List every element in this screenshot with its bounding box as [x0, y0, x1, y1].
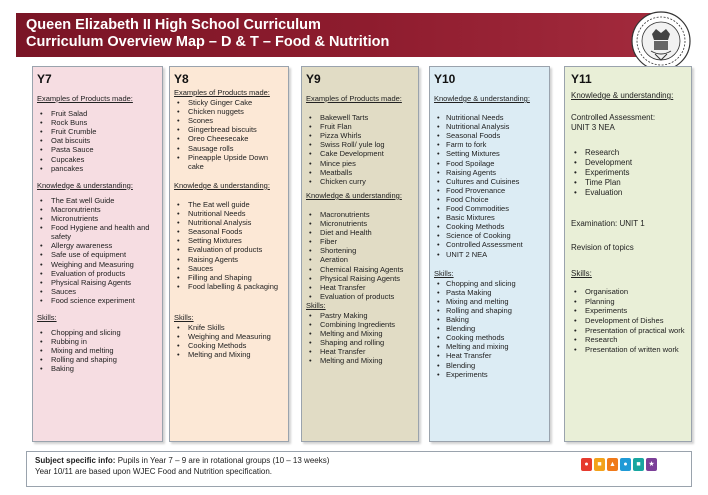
list-item: • Fiber — [306, 237, 413, 246]
list-item: • Shaping and rolling — [306, 338, 413, 347]
knowledge-heading: Knowledge & understanding: — [174, 180, 270, 190]
list-item: • Chicken curry — [306, 177, 413, 186]
list-item: • Seasonal Foods — [174, 227, 283, 236]
list-item: • Heat Transfer — [306, 347, 413, 356]
skills-heading: Skills: — [434, 268, 454, 278]
list-item: • Fruit Flan — [306, 122, 413, 131]
list-item: • Pasta Sauce — [37, 145, 157, 154]
products-list — [37, 109, 157, 173]
list-item: • Cooking Methods — [434, 222, 544, 231]
lightbulb-icon: ● — [620, 458, 631, 471]
year8-column — [169, 66, 289, 442]
list-item: • Combining Ingredients — [306, 320, 413, 329]
list-item: • Food Provenance — [434, 186, 544, 195]
year7-column — [32, 66, 163, 442]
list-item: • Weighing and Measuring — [37, 260, 157, 269]
list-item: • Food labelling & packaging — [174, 282, 283, 291]
star-icon: ★ — [646, 458, 657, 471]
list-item: • Heat Transfer — [306, 283, 413, 292]
list-item: • Food Choice — [434, 195, 544, 204]
list-item: • Evaluation of products — [174, 245, 283, 254]
year-heading: Y9 — [306, 72, 321, 86]
list-item: • Farm to fork — [434, 140, 544, 149]
knowledge-list — [434, 113, 544, 259]
title-banner — [16, 13, 652, 57]
controlled-assessment-unit: UNIT 3 NEA — [571, 123, 615, 133]
list-item: • Cake Development — [306, 149, 413, 158]
list-item: • Organisation — [571, 287, 686, 297]
skills-heading: Skills: — [571, 269, 592, 279]
skills-list — [174, 323, 283, 359]
speech-icon: ■ — [633, 458, 644, 471]
list-item: • Sauces — [174, 264, 283, 273]
year9-column — [301, 66, 419, 442]
list-item: • Presentation of practical work — [571, 326, 686, 336]
list-item: • Macronutrients — [37, 205, 157, 214]
list-item: • Time Plan — [571, 178, 686, 188]
list-item: • Swiss Roll/ yule log — [306, 140, 413, 149]
list-item: • Mixing and melting — [37, 346, 157, 355]
knowledge-heading: Knowledge & understanding: — [434, 94, 530, 103]
list-item: • Food Spoilage — [434, 159, 544, 168]
list-item: • Chicken nuggets — [174, 107, 283, 116]
list-item: • Evaluation — [571, 188, 686, 198]
list-item: • Experiments — [571, 306, 686, 316]
list-item: • Rock Buns — [37, 118, 157, 127]
list-item: • Planning — [571, 297, 686, 307]
list-item: • Melting and Mixing — [174, 350, 283, 359]
list-item: • Nutritional Analysis — [174, 218, 283, 227]
knowledge-heading: Knowledge & understanding: — [306, 190, 402, 200]
chat-icon: ● — [581, 458, 592, 471]
list-item: • Shortening — [306, 246, 413, 255]
skills-heading: Skills: — [37, 312, 57, 322]
list-item: • Development — [571, 158, 686, 168]
list-item: • UNIT 2 NEA — [434, 250, 544, 259]
page-subtitle: Curriculum Overview Map – D & T – Food & Nutrition — [26, 34, 390, 50]
controlled-assessment-label: Controlled Assessment: — [571, 113, 656, 123]
list-item: • Nutritional Needs — [174, 209, 283, 218]
year10-column — [429, 66, 550, 442]
list-item: • Cultures and Cuisines — [434, 177, 544, 186]
list-item: • Melting and Mixing — [306, 356, 413, 365]
list-item: • Oat biscuits — [37, 136, 157, 145]
list-item: • Rolling and shaping — [37, 355, 157, 364]
list-item: • Raising Agents — [174, 255, 283, 264]
book-icon: ■ — [594, 458, 605, 471]
skills-list — [306, 311, 413, 366]
list-item: • Pastry Making — [306, 311, 413, 320]
list-item: • Physical Raising Agents — [306, 274, 413, 283]
list-item: • Micronutrients — [37, 214, 157, 223]
products-heading: Examples of Products made: — [37, 94, 133, 103]
subject-info-label: Subject specific info: — [35, 456, 116, 465]
list-item: • Diet and Health — [306, 228, 413, 237]
list-item: • Melting and mixing — [434, 342, 544, 351]
year-heading: Y10 — [434, 72, 456, 86]
list-item: • Setting Mixtures — [434, 149, 544, 158]
list-item: • Pizza Whirls — [306, 131, 413, 140]
list-item: • The Eat well guide — [174, 200, 283, 209]
year-heading: Y7 — [37, 72, 52, 86]
icon-strip — [581, 458, 657, 471]
list-item: • Filling and Shaping — [174, 273, 283, 282]
list-item: • Science of Cooking — [434, 231, 544, 240]
list-item: • Pasta Making — [434, 288, 544, 297]
list-item: • The Eat well Guide — [37, 196, 157, 205]
list-item: • Rolling and shaping — [434, 306, 544, 315]
year-heading: Y11 — [571, 72, 592, 86]
list-item: • Sausage rolls — [174, 144, 283, 153]
examination-text: Examination: UNIT 1 — [571, 218, 645, 228]
list-item: • Fruit Salad — [37, 109, 157, 118]
products-list — [174, 98, 283, 171]
list-item: • Experiments — [571, 168, 686, 178]
list-item: • Mince pies — [306, 159, 413, 168]
revision-text: Revision of topics — [571, 242, 634, 252]
school-crest-logo — [630, 10, 692, 72]
list-item: • Weighing and Measuring — [174, 332, 283, 341]
list-item: • Mixing and melting — [434, 297, 544, 306]
list-item: • Melting and Mixing — [306, 329, 413, 338]
list-item: • Controlled Assessment — [434, 240, 544, 249]
skills-heading: Skills: — [174, 312, 194, 322]
list-item: • Gingerbread biscuits — [174, 125, 283, 134]
list-item: • Safe use of equipment — [37, 250, 157, 259]
year11-column — [564, 66, 692, 442]
list-item: • Allergy awareness — [37, 241, 157, 250]
skills-list — [434, 279, 544, 379]
knowledge-list — [306, 210, 413, 301]
list-item: • Chemical Raising Agents — [306, 265, 413, 274]
list-item: • Rubbing in — [37, 337, 157, 346]
skills-list — [37, 328, 157, 373]
list-item: • Cupcakes — [37, 155, 157, 164]
list-item: • Pineapple Upside Down cake — [174, 153, 283, 171]
list-item: • Research — [571, 148, 686, 158]
list-item: • Evaluation of products — [306, 292, 413, 301]
assessment-list — [571, 148, 686, 199]
list-item: • Experiments — [434, 370, 544, 379]
list-item: • Oreo Cheesecake — [174, 134, 283, 143]
list-item: • Research — [571, 335, 686, 345]
list-item: • Blending — [434, 361, 544, 370]
list-item: • Physical Raising Agents — [37, 278, 157, 287]
list-item: • Development of Dishes — [571, 316, 686, 326]
list-item: • Food science experiment — [37, 296, 157, 305]
list-item: • Baking — [37, 364, 157, 373]
list-item: • Blending — [434, 324, 544, 333]
list-item: • Bakewell Tarts — [306, 113, 413, 122]
list-item: • Chopping and slicing — [37, 328, 157, 337]
list-item: • Cooking methods — [434, 333, 544, 342]
list-item: • Scones — [174, 116, 283, 125]
list-item: • Sauces — [37, 287, 157, 296]
list-item: • Aeration — [306, 255, 413, 264]
year-heading: Y8 — [174, 72, 189, 86]
list-item: • Baking — [434, 315, 544, 324]
subject-info-line2: Year 10/11 are based upon WJEC Food and Nutrition specification. — [35, 466, 273, 476]
list-item: • Raising Agents — [434, 168, 544, 177]
knowledge-heading: Knowledge & understanding: — [571, 91, 674, 100]
people-icon: ▲ — [607, 458, 618, 471]
knowledge-list — [37, 196, 157, 305]
subject-info-text: Pupils in Year 7 – 9 are in rotational groups (10 – 13 weeks) — [115, 456, 330, 465]
list-item: • Food Commodities — [434, 204, 544, 213]
products-heading: Examples of Products made: — [174, 88, 270, 97]
list-item: • Food Hygiene and health and safety — [37, 223, 157, 241]
knowledge-list — [174, 200, 283, 291]
products-list — [306, 113, 413, 186]
list-item: • Presentation of written work — [571, 345, 686, 355]
knowledge-heading: Knowledge & understanding: — [37, 180, 133, 190]
skills-heading: Skills: — [306, 300, 326, 310]
list-item: • Basic Mixtures — [434, 213, 544, 222]
list-item: • Cooking Methods — [174, 341, 283, 350]
list-item: • Knife Skills — [174, 323, 283, 332]
list-item: • Macronutrients — [306, 210, 413, 219]
list-item: • Heat Transfer — [434, 351, 544, 360]
products-heading: Examples of Products made: — [306, 94, 402, 103]
skills-list — [571, 287, 686, 354]
list-item: • pancakes — [37, 164, 157, 173]
list-item: • Chopping and slicing — [434, 279, 544, 288]
list-item: • Meatballs — [306, 168, 413, 177]
list-item: • Fruit Crumble — [37, 127, 157, 136]
list-item: • Nutritional Analysis — [434, 122, 544, 131]
page-title: Queen Elizabeth II High School Curriculum — [26, 17, 321, 33]
list-item: • Setting Mixtures — [174, 236, 283, 245]
list-item: • Evaluation of products — [37, 269, 157, 278]
list-item: • Sticky Ginger Cake — [174, 98, 283, 107]
list-item: • Seasonal Foods — [434, 131, 544, 140]
list-item: • Nutritional Needs — [434, 113, 544, 122]
list-item: • Micronutrients — [306, 219, 413, 228]
